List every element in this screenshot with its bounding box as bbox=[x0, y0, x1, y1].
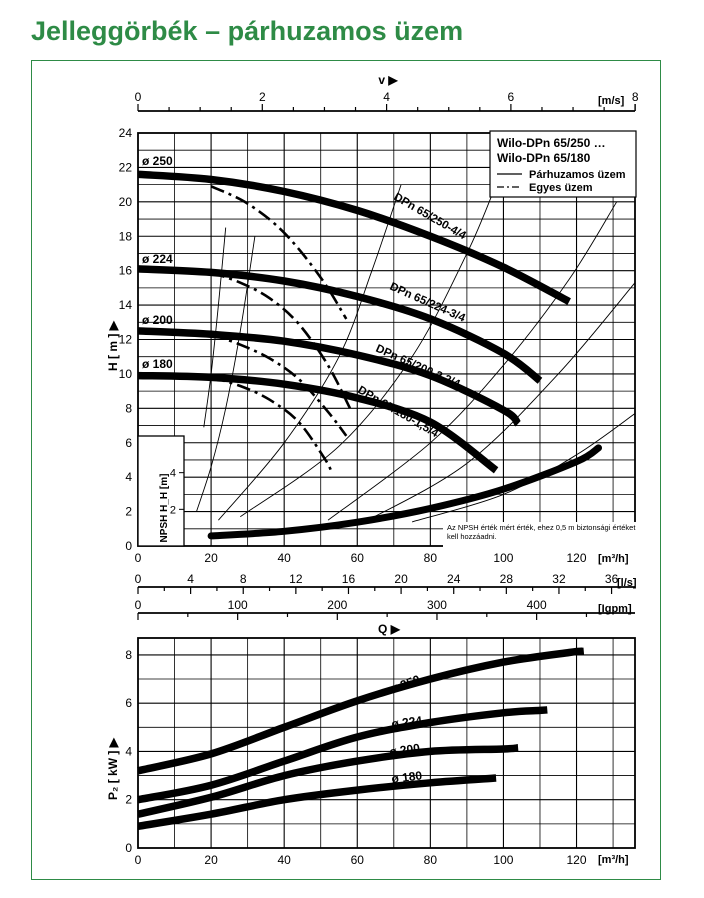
npsh-tick-label: 2 bbox=[169, 504, 176, 517]
head-y-axis-label: H [ m ] ▶ bbox=[106, 321, 120, 371]
diameter-label-200: ø 200 bbox=[142, 313, 173, 327]
head-y-tick-label: 16 bbox=[118, 263, 132, 278]
single-operation-curve bbox=[211, 186, 346, 319]
ls-axis-tick-label: 16 bbox=[341, 572, 356, 586]
ls-axis-tick-label: 12 bbox=[289, 572, 303, 586]
npsh-note bbox=[443, 522, 637, 549]
qm3h-tick-label: 20 bbox=[204, 551, 218, 565]
ls-unit: [l/s] bbox=[617, 577, 637, 589]
power-x-tick-label: 0 bbox=[134, 853, 142, 867]
igpm-axis-tick-label: 400 bbox=[526, 598, 547, 612]
ls-axis-tick-label: 32 bbox=[552, 572, 566, 586]
head-y-tick-label: 10 bbox=[118, 366, 132, 381]
pump-label-250: DPn 65/250-4/4 bbox=[391, 191, 468, 243]
power-y-tick-label: 6 bbox=[125, 696, 132, 711]
ls-axis-tick-label: 0 bbox=[134, 572, 142, 586]
qm3h-tick-label: 120 bbox=[566, 551, 587, 565]
head-y-tick-label: 14 bbox=[118, 298, 132, 313]
head-y-tick-label: 22 bbox=[118, 160, 132, 175]
head-tick-labels bbox=[119, 126, 133, 553]
power-y-tick-label: 8 bbox=[125, 647, 132, 662]
power-label-224: ø 224 bbox=[390, 713, 423, 731]
head-y-tick-label: 24 bbox=[118, 126, 132, 140]
head-y-tick-label: 2 bbox=[125, 504, 132, 519]
ls-axis-tick-label: 36 bbox=[604, 572, 619, 586]
pump-label-224: DPn 65/224-3/4 bbox=[387, 280, 467, 325]
head-y-tick-label: 12 bbox=[118, 332, 132, 347]
velocity-tick-label: 2 bbox=[258, 90, 266, 104]
igpm-axis-tick-label: 300 bbox=[426, 598, 447, 612]
qm3h-tick-label: 80 bbox=[423, 551, 438, 565]
power-y-tick-label: 2 bbox=[125, 792, 132, 807]
diameter-label-224: ø 224 bbox=[142, 252, 173, 266]
head-curve-180 bbox=[138, 376, 496, 471]
head-curve-224 bbox=[138, 269, 540, 381]
head-y-tick-label: 4 bbox=[125, 470, 132, 485]
flow-unit-axes bbox=[135, 551, 637, 636]
system-curve bbox=[365, 280, 635, 522]
power-y-axis-label: P₂ [ kW ] ▶ bbox=[106, 738, 120, 800]
igpm-axis-tick-label: 200 bbox=[327, 598, 348, 612]
diameter-label-250: ø 250 bbox=[142, 154, 173, 168]
legend bbox=[490, 131, 636, 197]
igpm-axis-tick-label: 0 bbox=[134, 598, 142, 612]
qm3h-tick-label: 100 bbox=[493, 551, 514, 565]
legend-title-2: Wilo-DPn 65/180 bbox=[497, 151, 591, 165]
power-label-180: ø 180 bbox=[390, 768, 423, 786]
power-x-axis-unit: [m³/h] bbox=[598, 854, 629, 866]
power-x-tick-label: 100 bbox=[493, 853, 514, 867]
q-axis-label: Q ▶ bbox=[378, 622, 400, 636]
head-y-tick-label: 6 bbox=[125, 435, 132, 450]
ls-axis-tick-label: 4 bbox=[187, 572, 194, 586]
igpm-axis-tick-label: 100 bbox=[227, 598, 248, 612]
velocity-tick-label: 6 bbox=[507, 90, 515, 104]
velocity-tick-label: 0 bbox=[134, 90, 142, 104]
page-title: Jelleggörbék – párhuzamos üzem bbox=[31, 16, 464, 46]
velocity-axis-label: v ▶ bbox=[378, 73, 398, 87]
system-curve bbox=[204, 228, 226, 428]
ls-axis-tick-label: 24 bbox=[447, 572, 461, 586]
npsh-tick-label: 4 bbox=[169, 467, 176, 480]
ls-axis-tick-label: 8 bbox=[239, 572, 247, 586]
velocity-axis bbox=[135, 73, 639, 111]
qm3h-tick-label: 40 bbox=[277, 551, 291, 565]
single-operation-curves bbox=[211, 186, 350, 472]
power-y-tick-label: 4 bbox=[125, 744, 132, 759]
npsh-note-text: Az NPSH érték mért érték, ehez 0,5 m biztonsági értéket kell hozzáadni. bbox=[447, 523, 636, 541]
legend-item-single: Egyes üzem bbox=[529, 182, 593, 194]
legend-title-1: Wilo-DPn 65/250 … bbox=[497, 136, 606, 150]
head-y-tick-label: 18 bbox=[118, 229, 132, 244]
diameter-label-180: ø 180 bbox=[142, 357, 173, 371]
legend-item-parallel: Párhuzamos üzem bbox=[529, 169, 626, 181]
igpm-unit: [Igpm] bbox=[598, 603, 632, 615]
chart-frame bbox=[31, 60, 661, 880]
ls-axis-tick-label: 28 bbox=[499, 572, 514, 586]
power-label-250: ø 250 bbox=[388, 672, 422, 696]
npsh-y-axis-label: NPSH H_H [m] bbox=[159, 473, 170, 543]
head-y-tick-label: 0 bbox=[125, 539, 132, 553]
pump-label-200: DPn 65/200-2,2/4 bbox=[373, 342, 462, 391]
head-y-tick-label: 8 bbox=[125, 401, 132, 416]
velocity-tick-label: 4 bbox=[383, 90, 390, 104]
pump-label-180: DPn 65/180-1,5/4 bbox=[355, 384, 441, 440]
diameter-labels bbox=[142, 154, 173, 371]
characteristic-curves-chart bbox=[32, 61, 660, 879]
head-y-tick-label: 20 bbox=[118, 194, 132, 209]
power-x-tick-label: 60 bbox=[350, 853, 364, 867]
power-x-tick-label: 80 bbox=[423, 853, 438, 867]
ls-axis-tick-label: 20 bbox=[394, 572, 408, 586]
velocity-axis-unit: [m/s] bbox=[598, 95, 625, 107]
power-x-tick-label: 40 bbox=[277, 853, 291, 867]
power-x-tick-label: 20 bbox=[204, 853, 218, 867]
power-y-tick-label: 0 bbox=[125, 841, 132, 855]
qm3h-tick-label: 60 bbox=[350, 551, 364, 565]
qm3h-tick-label: 0 bbox=[134, 551, 142, 565]
qm3h-unit: [m³/h] bbox=[598, 553, 629, 565]
power-label-200: ø 200 bbox=[388, 740, 421, 759]
power-x-tick-label: 120 bbox=[566, 853, 587, 867]
velocity-tick-label: 8 bbox=[631, 90, 639, 104]
